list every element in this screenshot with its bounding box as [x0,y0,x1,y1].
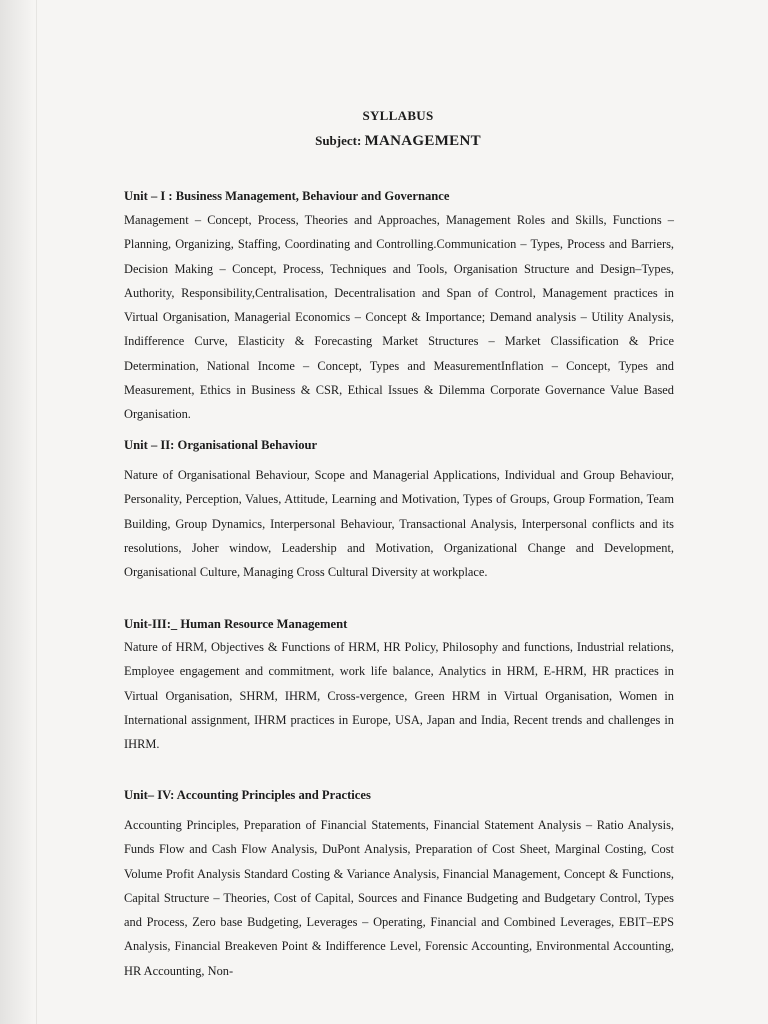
unit-4-body: Accounting Principles, Preparation of Financial Statements, Financial Statement Analysis – Ratio Analysis, Funds Flow and Cash Flow Analysis, DuPont Analysis, Preparation of Cost Sheet, Marginal Costing, Cost Volume Profit Analysis Standard Costing & Variance Analysis, Financial Management, Concept & Functions, Capital Structure – Theories, Cost of Capital, Sources and Finance Budgeting and Budgetary Control, Types and Process, Zero base Budgeting, Leverages – Operating, Financial and Combined Leverages, EBIT–EPS Analysis, Financial Breakeven Point & Indifference Level, Forensic Accounting, Environmental Accounting, HR Accounting, Non- [124,818,674,978]
page-edge-line [36,0,37,1024]
unit-3-body: Nature of HRM, Objectives & Functions of HRM, HR Policy, Philosophy and functions, Industrial relations, Employee engagement and commitment, work life balance, Analytics in HRM, E-HRM, HR practices in Virtual Organisation, SHRM, IHRM, Cross-vergence, Green HRM in Virtual Organisation, Women in International assignment, IHRM practices in Europe, USA, Japan and India, Recent trends and challenges in IHRM. [124,640,674,752]
page-edge-shadow [0,0,34,1024]
subject-prefix: Subject: [315,133,365,148]
unit-1-body: Management – Concept, Process, Theories and Approaches, Management Roles and Skills, Functions – Planning, Organizing, Staffing, Coordinating and Controlling.Communication – Types, Process and Barriers, Decision Making – Concept, Process, Techniques and Tools, Organisation Structure and Design–Types, Authority, Responsibility,Centralisation, Decentralisation and Span of Control, Management practices in Virtual Organisation, Managerial Economics – Concept & Importance; Demand analysis – Utility Analysis, Indifference Curve, Elasticity & Forecasting Market Structures – Market Classification & Price Determination, National Income – Concept, Types and MeasurementInflation – Concept, Types and Measurement, Ethics in Business & CSR, Ethical Issues & Dilemma Corporate Governance Value Based Organisation. [124,213,674,422]
document-label: SYLLABUS [362,108,434,123]
unit-2-heading: Unit – II: Organisational Behaviour [124,438,318,452]
unit-4-heading: Unit– IV: Accounting Principles and Practices [124,788,371,802]
unit-3-heading: Unit-III:_ Human Resource Management [124,617,348,631]
subject-line [28,133,768,150]
unit-2-body: Nature of Organisational Behaviour, Scope and Managerial Applications, Individual and Group Behaviour, Personality, Perception, Values, Attitude, Learning and Motivation, Types of Groups, Group Formation, Team Building, Group Dynamics, Interpersonal Behaviour, Transactional Analysis, Interpersonal conflicts and its resolutions, Joher window, Leadership and Motivation, Organizational Change and Development, Organisational Culture, Managing Cross Cultural Diversity at workplace. [124,468,674,580]
unit-1-heading: Unit – I : Business Management, Behaviour and Governance [124,189,450,203]
subject-value: MANAGEMENT [364,133,481,149]
